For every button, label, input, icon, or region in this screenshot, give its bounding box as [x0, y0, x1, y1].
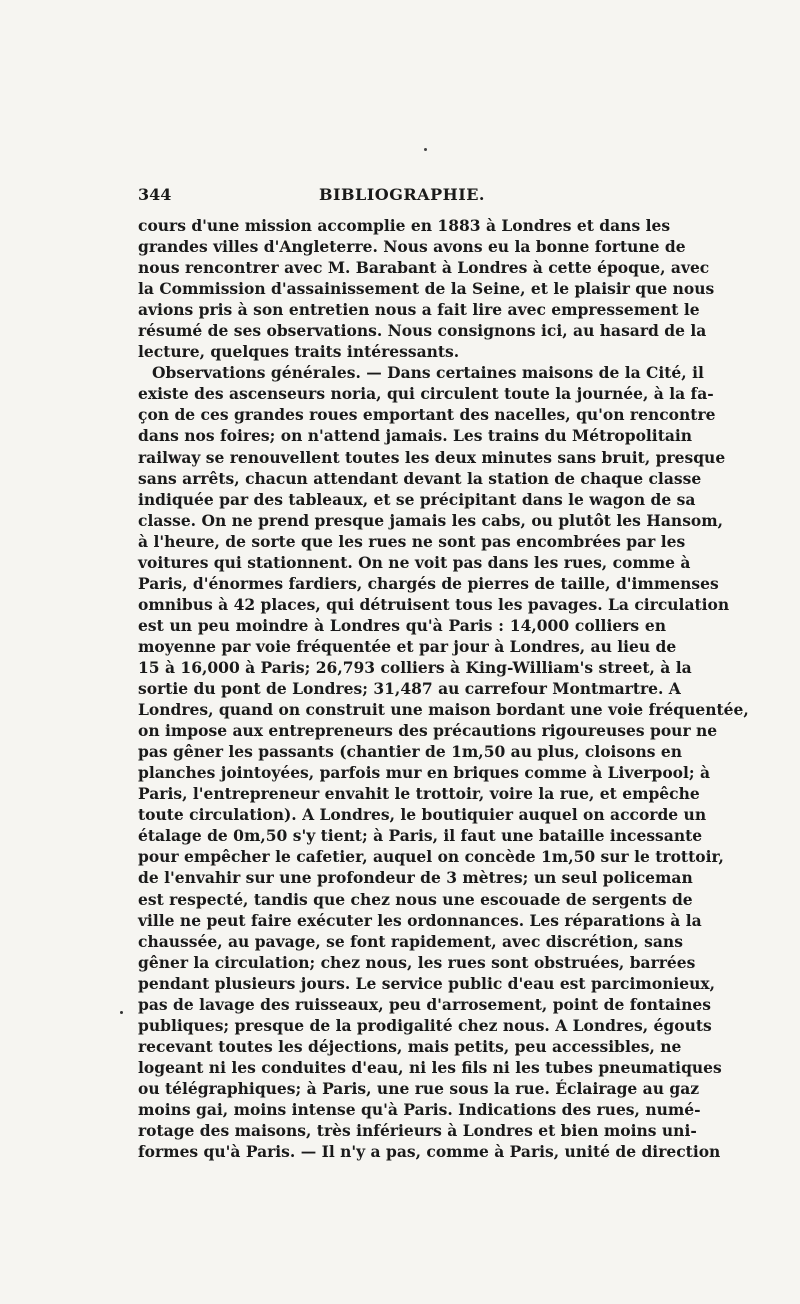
page-number: 344	[138, 185, 172, 204]
text-line: de l'envahir sur une profondeur de 3 mètres; un seul policeman	[138, 868, 693, 888]
text-line: çon de ces grandes roues emportant des nacelles, qu'on rencontre	[138, 405, 716, 425]
text-line: toute circulation). A Londres, le boutiquier auquel on accorde un	[138, 805, 707, 825]
text-line: omnibus à 42 places, qui détruisent tous les pavages. La circulation	[138, 594, 730, 614]
text-line: nous rencontrer avec M. Barabant à Londres à cette époque, avec	[138, 258, 710, 278]
text-line: pas de lavage des ruisseaux, peu d'arrosement, point de fontaines	[138, 994, 711, 1014]
text-line: lecture, quelques traits intéressants.	[138, 342, 460, 362]
text-line: gêner la circulation; chez nous, les rues sont obstruées, barrées	[138, 952, 696, 972]
text-line: recevant toutes les déjections, mais petits, peu accessibles, ne	[138, 1036, 682, 1056]
text-line: existe des ascenseurs noria, qui circulent toute la journée, à la fa-	[138, 384, 714, 404]
text-line: la Commission d'assainissement de la Seine, et le plaisir que nous	[138, 279, 715, 299]
text-line: à l'heure, de sorte que les rues ne sont pas encombrées par les	[138, 531, 686, 551]
text-line: est respecté, tandis que chez nous une escouade de sergents de	[138, 889, 693, 909]
text-line: formes qu'à Paris. — Il n'y a pas, comme à Paris, unité de direction	[138, 1142, 721, 1162]
text-line: indiquée par des tableaux, et se précipitant dans le wagon de sa	[138, 489, 696, 509]
text-line: ou télégraphiques; à Paris, une rue sous la rue. Éclairage au gaz	[138, 1078, 700, 1098]
body-text	[138, 215, 749, 1162]
text-line: pas gêner les passants (chantier de 1m,50 au plus, cloisons en	[138, 742, 683, 762]
text-line: railway se renouvellent toutes les deux minutes sans bruit, presque	[138, 447, 726, 467]
text-line: avions pris à son entretien nous a fait lire avec empressement le	[138, 300, 700, 320]
text-line: résumé de ses observations. Nous consignons ici, au hasard de la	[138, 321, 707, 341]
margin-mark	[120, 1011, 123, 1014]
text-line: Paris, l'entrepreneur envahit le trottoir, voire la rue, et empêche	[138, 784, 700, 804]
text-line: on impose aux entrepreneurs des précautions rigoureuses pour ne	[138, 721, 718, 741]
text-line: planches jointoyées, parfois mur en briques comme à Liverpool; à	[138, 763, 711, 783]
text-line: dans nos foires; on n'attend jamais. Les trains du Métropolitain	[138, 426, 693, 446]
text-line: étalage de 0m,50 s'y tient; à Paris, il faut une bataille incessante	[138, 826, 703, 846]
text-line: Londres, quand on construit une maison bordant une voie fréquentée,	[138, 700, 749, 720]
text-line: chaussée, au pavage, se font rapidement, avec discrétion, sans	[138, 931, 683, 951]
ink-speck	[424, 148, 427, 151]
text-line: voitures qui stationnent. On ne voit pas dans les rues, comme à	[138, 552, 691, 572]
text-line: ville ne peut faire exécuter les ordonnances. Les réparations à la	[138, 910, 702, 930]
text-line: Paris, d'énormes fardiers, chargés de pierres de taille, d'immenses	[138, 573, 719, 593]
text-line: pour empêcher le cafetier, auquel on concède 1m,50 sur le trottoir,	[138, 847, 724, 867]
text-line: Observations générales. — Dans certaines maisons de la Cité, il	[152, 363, 704, 383]
text-line: classe. On ne prend presque jamais les cabs, ou plutôt les Hansom,	[138, 510, 724, 530]
text-line: grandes villes d'Angleterre. Nous avons eu la bonne fortune de	[138, 237, 686, 257]
text-line: moyenne par voie fréquentée et par jour à Londres, au lieu de	[138, 636, 677, 656]
text-line: cours d'une mission accomplie en 1883 à Londres et dans les	[138, 216, 671, 235]
text-line: moins gai, moins intense qu'à Paris. Indications des rues, numé-	[138, 1099, 701, 1119]
running-head: BIBLIOGRAPHIE.	[319, 185, 485, 204]
text-line: rotage des maisons, très inférieurs à Londres et bien moins uni-	[138, 1121, 697, 1141]
text-line: est un peu moindre à Londres qu'à Paris : 14,000 colliers en	[138, 615, 666, 635]
text-line: publiques; presque de la prodigalité chez nous. A Londres, égouts	[138, 1015, 712, 1035]
text-line: logeant ni les conduites d'eau, ni les fils ni les tubes pneumatiques	[138, 1057, 722, 1077]
text-line: sortie du pont de Londres; 31,487 au carrefour Montmartre. A	[138, 679, 681, 699]
page-header	[138, 184, 666, 206]
text-line: pendant plusieurs jours. Le service public d'eau est parcimonieux,	[138, 973, 715, 993]
text-line: sans arrêts, chacun attendant devant la station de chaque classe	[138, 468, 702, 488]
text-line: 15 à 16,000 à Paris; 26,793 colliers à King-William's street, à la	[138, 657, 692, 677]
